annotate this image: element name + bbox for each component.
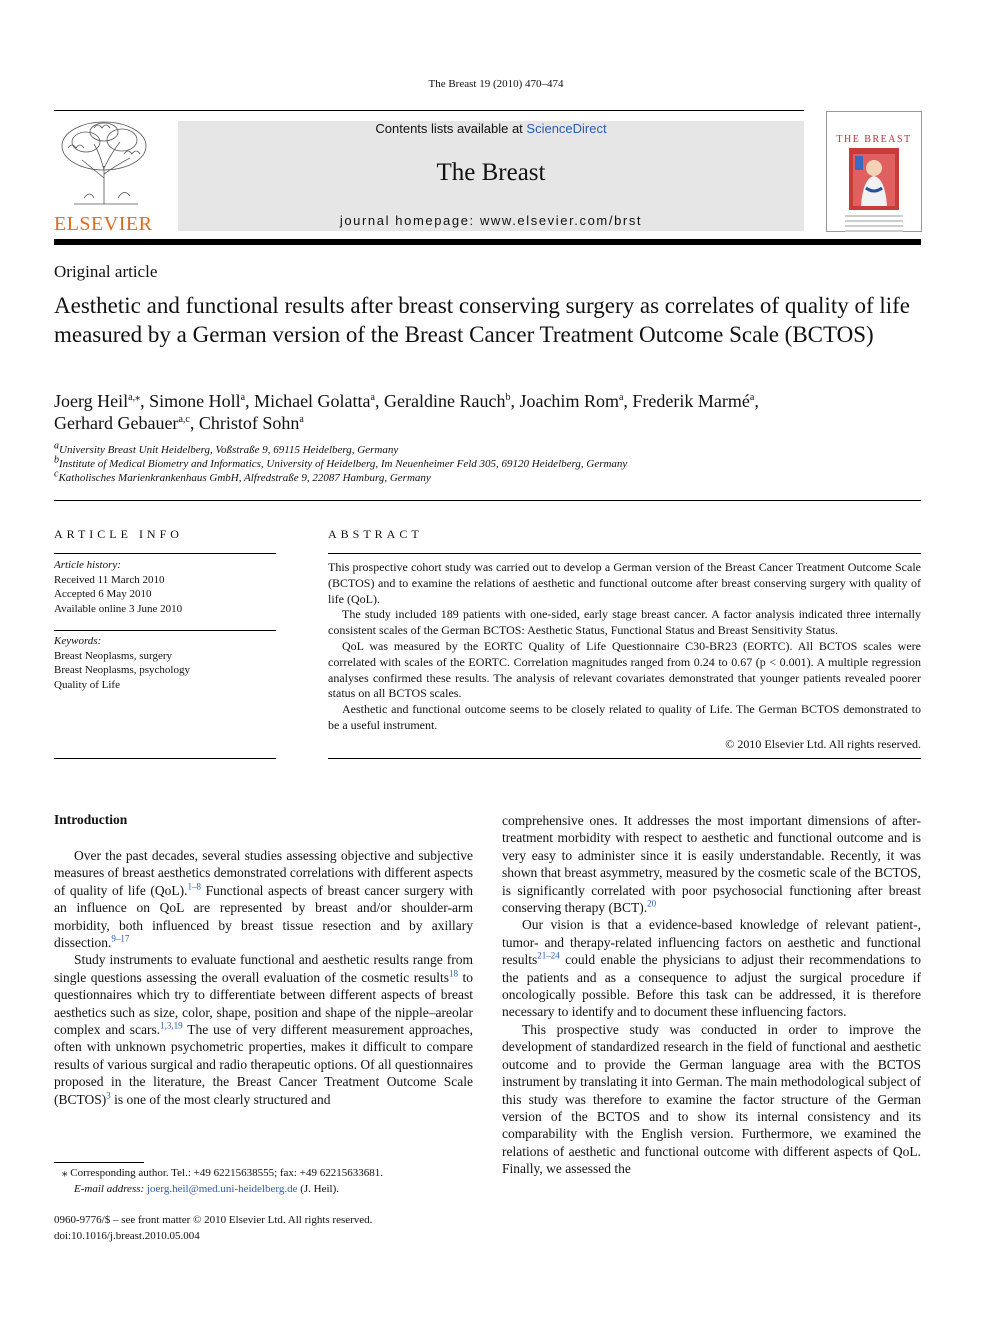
- body-paragraph: [54, 847, 473, 951]
- contents-prefix: Contents lists available at: [375, 121, 527, 136]
- sciencedirect-link[interactable]: ScienceDirect: [526, 121, 607, 136]
- introduction-heading: Introduction: [54, 812, 128, 827]
- author-separator: ,: [375, 391, 384, 411]
- article-type: Original article: [54, 262, 158, 281]
- body-text: Over the past decades, several studies assessing objective and subjective measures of breast aesthetics demonstrated correlations with different aspects of quality of life (QoL).: [54, 848, 473, 898]
- author-name[interactable]: Christof Sohn: [198, 413, 300, 433]
- citation-link[interactable]: 9–17: [111, 933, 130, 944]
- abstract-body: [328, 560, 921, 753]
- author-line-2: [54, 412, 921, 434]
- body-text: comprehensive ones. It addresses the most important dimensions of after-treatment morbidity with respect to aesthetic and functional outcome and is very easy to administer since it is easily understandable. Recently, it was shown that breast asymmetry, measured by the cosmetic scale of the BCTOS, is significantly correlated with poor psychosocial functioning after breast conserving therapy (BCT).: [502, 813, 921, 916]
- abstract-paragraph: Aesthetic and functional outcome seems to be closely related to quality of Life. The German BCTOS demonstrated to be a useful instrument.: [328, 702, 921, 732]
- citation-link[interactable]: 3: [106, 1090, 111, 1101]
- abstract-heading: ABSTRACT: [328, 527, 423, 541]
- article-info-bottom-rule: [54, 758, 276, 759]
- journal-title: The Breast: [436, 159, 546, 186]
- body-paragraph: [54, 951, 473, 1108]
- author-name[interactable]: Michael Golatta: [254, 391, 371, 411]
- email-label: E-mail address:: [74, 1182, 147, 1195]
- author-separator: ,: [245, 391, 255, 411]
- abstract-rule: [328, 553, 921, 554]
- affiliation-a: [54, 440, 399, 456]
- author-separator: ,: [189, 413, 199, 433]
- affiliation-sup: c: [54, 468, 59, 480]
- journal-homepage[interactable]: journal homepage: www.elsevier.com/brst: [339, 213, 643, 228]
- author-affil-sup[interactable]: a,c: [178, 414, 190, 425]
- contents-line: [178, 121, 804, 136]
- author-separator: ,: [623, 391, 633, 411]
- author-name[interactable]: Simone Holl: [149, 391, 241, 411]
- author-list: [54, 390, 921, 434]
- elsevier-tree-icon: [54, 118, 156, 206]
- author-affil-sup[interactable]: b: [505, 392, 511, 403]
- footnote-rule: [54, 1162, 144, 1163]
- elsevier-logo[interactable]: [54, 118, 156, 233]
- online-date: Available online 3 June 2010: [54, 602, 183, 615]
- body-paragraph: [502, 916, 921, 1020]
- author-line-1: [54, 390, 921, 412]
- received-date: Received 11 March 2010: [54, 573, 165, 586]
- citation-link[interactable]: 18: [449, 968, 458, 979]
- affiliation-b: [54, 454, 628, 470]
- body-paragraph: [502, 812, 921, 916]
- publisher-wordmark: ELSEVIER: [54, 213, 153, 235]
- front-matter: [54, 1213, 372, 1244]
- author-affil-sup[interactable]: a: [370, 392, 375, 403]
- keywords-block: [54, 634, 276, 692]
- affiliation-c: [54, 468, 431, 484]
- author-affil-sup[interactable]: a: [618, 392, 624, 403]
- body-text: to questionnaires which try to differentiate between different aspects of breast aesthetics such as size, color, shape, position and shape of the nipple–areolar complex and scars.: [54, 969, 473, 1038]
- body-text: Our vision is that a evidence-based knowledge of relevant patient-, tumor- and therapy-related influencing factors on aesthetic and functional results: [502, 917, 921, 968]
- article-info-rule: [54, 553, 276, 554]
- header-thick-rule: [54, 239, 921, 245]
- author-name[interactable]: Gerhard Gebauer: [54, 413, 179, 433]
- body-text: is one of the most clearly structured and: [110, 1091, 331, 1107]
- body-column-right: [502, 812, 921, 1178]
- affiliation-sup: b: [54, 454, 59, 466]
- citation-link[interactable]: 1,3,19: [160, 1020, 183, 1031]
- cover-title: THE BREAST: [836, 134, 912, 145]
- abstract-copyright: © 2010 Elsevier Ltd. All rights reserved.: [725, 736, 921, 751]
- abstract-paragraph: The study included 189 patients with one-sided, early stage breast cancer. A factor analysis indicated three internally consistent scales of the German BCTOS: Aesthetic Status, Functional Status and Breast Sensitivity Status.: [328, 607, 921, 638]
- abstract-bottom-rule: [328, 758, 921, 759]
- body-text: could enable the physicians to adjust their recommendations to the patients and as a consequence to adjust the surgical procedure if oncologically possible. Before this task can be addressed, it is therefore necessary to identify and to document these influencing factors.: [502, 952, 921, 1020]
- abstract-paragraph: This prospective cohort study was carried out to develop a German version of the Breast Cancer Treatment Outcome Scale (BCTOS) and to examine the relations of aesthetic and functional outcome after breast conserving surgery with quality of life (QoL).: [328, 560, 921, 606]
- body-column-left: [54, 847, 473, 1108]
- accepted-date: Accepted 6 May 2010: [54, 588, 152, 600]
- author-affil-sup[interactable]: a,⁎: [128, 392, 141, 403]
- affiliation-text: Institute of Medical Biometry and Informatics, University of Heidelberg, Im Neuenheimer Feld 305, 69120 Heidelberg, Germany: [59, 458, 628, 470]
- keyword-item[interactable]: Breast Neoplasms, psychology: [54, 664, 190, 676]
- affiliation-sup: a: [54, 440, 59, 452]
- email-line: [54, 1182, 474, 1198]
- article-history: [54, 558, 276, 616]
- issn-line: 0960-9776/$ – see front matter © 2010 Elsevier Ltd. All rights reserved.: [54, 1214, 373, 1226]
- keywords-rule: [54, 630, 276, 631]
- affiliation-text: University Breast Unit Heidelberg, Voßstraße 9, 69115 Heidelberg, Germany: [59, 444, 399, 456]
- email-link[interactable]: joerg.heil@med.uni-heidelberg.de: [146, 1182, 298, 1195]
- keyword-item[interactable]: Breast Neoplasms, surgery: [54, 649, 173, 662]
- author-affil-sup[interactable]: a: [240, 392, 246, 403]
- affiliation-text: Katholisches Marienkrankenhaus GmbH, Alfredstraße 9, 22087 Hamburg, Germany: [58, 472, 431, 484]
- author-name[interactable]: Joachim Rom: [519, 391, 619, 411]
- cover-text-lines: [845, 215, 903, 235]
- citation-link[interactable]: 20: [647, 898, 657, 909]
- citation-link[interactable]: 21–24: [537, 950, 560, 961]
- author-name[interactable]: Joerg Heil: [54, 391, 129, 411]
- affiliation-rule: [54, 500, 921, 501]
- doi-line[interactable]: doi:10.1016/j.breast.2010.05.004: [54, 1229, 200, 1242]
- keywords-label: Keywords:: [54, 635, 102, 647]
- author-affil-sup[interactable]: a: [299, 414, 304, 425]
- journal-banner: [178, 121, 804, 231]
- author-separator: ,: [754, 391, 759, 411]
- author-separator: ,: [140, 391, 150, 411]
- journal-cover[interactable]: [826, 111, 922, 232]
- body-text: The use of very different measurement approaches, often with unknown psychometric properties, makes it difficult to compare results of various surgical and radio therapeutic options. Of all questionnaires proposed in the literature, the Breast Cancer Treatment Outcome Scale (BCTOS): [54, 1022, 473, 1107]
- keyword-item[interactable]: Quality of Life: [54, 678, 120, 691]
- history-label: Article history:: [54, 559, 121, 571]
- cover-artwork-icon: [849, 148, 899, 210]
- abstract-paragraph: QoL was measured by the EORTC Quality of Life Questionnaire C30-BR23 (EORTC). All BCTOS scales were correlated with scales of the EORTC. Correlation magnitudes ranged from 0.24 to 0.67 (p < 0.001). A multiple regression analyses confirmed these results. The analysis of relevant covariates demonstrated that younger patients revealed poorer status on all BCTOS scales.: [328, 638, 921, 701]
- author-affil-sup[interactable]: a: [749, 392, 755, 403]
- body-text: Functional aspects of breast cancer surgery with an influence on QoL are represented by breast and/or shoulder-arm morbidity, both influenced by breast tissue resection and by axillary dissection.: [54, 882, 473, 951]
- corresponding-author: ⁎ Corresponding author. Tel.: +49 62215638555; fax: +49 62215633681.: [62, 1167, 383, 1179]
- article-info-heading: ARTICLE INFO: [54, 527, 183, 541]
- body-text: Study instruments to evaluate functional and aesthetic results range from single questions assessing the overall evaluation of the cosmetic results: [54, 952, 473, 985]
- author-name[interactable]: Geraldine Rauch: [384, 391, 506, 411]
- article-title: Aesthetic and functional results after breast conserving surgery as correlates of quality of life measured by a German version of the Breast Cancer Treatment Outcome Scale (BCTOS): [54, 293, 911, 347]
- running-head: The Breast 19 (2010) 470–474: [428, 78, 564, 90]
- header-top-rule: [54, 110, 804, 111]
- corresponding-footnote: [54, 1166, 474, 1197]
- email-suffix: (J. Heil).: [297, 1182, 340, 1195]
- author-name[interactable]: Frederik Marmé: [632, 391, 750, 411]
- citation-link[interactable]: 1–8: [187, 881, 202, 892]
- author-separator: ,: [510, 391, 520, 411]
- body-paragraph: This prospective study was conducted in order to improve the development of standardized research in the field of functional and aesthetic outcome and to provide the German language area with the BCTOS instrument by translating it into German. The main methodological subject of this study was therefore to examine the factor structure of the German version of the BCTOS and to show its internal consistency and its comparability with the English version. Furthermore, we examined the relations of aesthetic and functional outcome with different aspects of QoL. Finally, we assessed the: [502, 1021, 921, 1177]
